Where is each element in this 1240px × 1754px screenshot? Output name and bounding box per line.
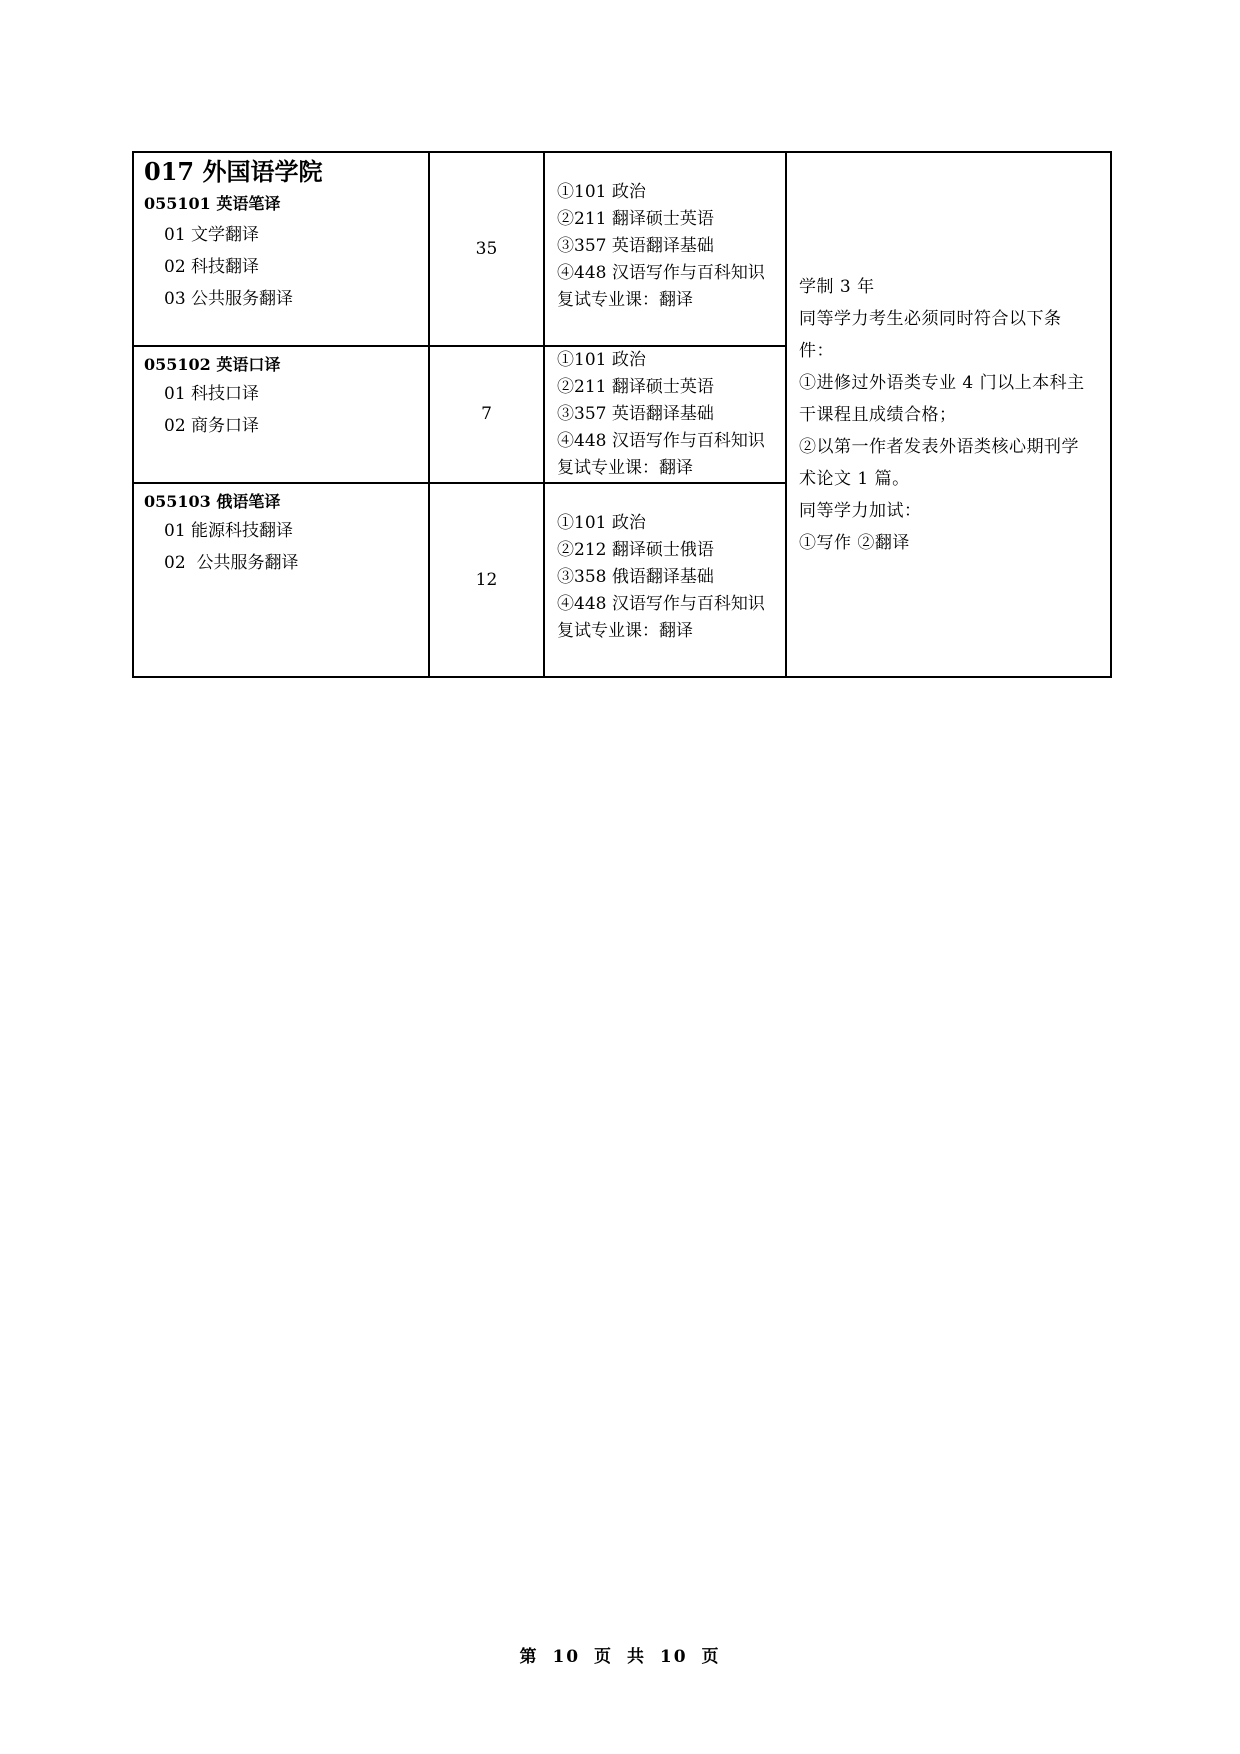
note-line: ①进修过外语类专业 4 门以上本科主: [799, 372, 1085, 393]
note-line: 同等学力加试：: [799, 500, 922, 521]
exam-item: ①101 政治: [557, 513, 646, 533]
admissions-table: [132, 151, 1112, 678]
exam-cell: [544, 346, 786, 483]
exam-item: ③357 英语翻译基础: [557, 404, 714, 424]
exam-item: ①101 政治: [557, 182, 646, 202]
quota-cell: 7: [429, 346, 544, 483]
direction-item: 01 文学翻译: [164, 225, 260, 245]
exam-item: ④448 汉语写作与百科知识: [557, 431, 765, 451]
direction-item: 03 公共服务翻译: [164, 289, 294, 309]
exam-item: ④448 汉语写作与百科知识: [557, 263, 765, 283]
note-line: 学制 3 年: [799, 276, 875, 297]
exam-item: ③357 英语翻译基础: [557, 236, 714, 256]
direction-item: 01 能源科技翻译: [164, 521, 294, 541]
note-line: 同等学力考生必须同时符合以下条: [799, 308, 1062, 329]
exam-cell: [544, 483, 786, 677]
notes-cell: [786, 152, 1111, 677]
retest-subject: 复试专业课：翻译: [557, 458, 693, 478]
note-line: ②以第一作者发表外语类核心期刊学: [799, 436, 1079, 457]
page-number-footer: 第 10 页 共 10 页: [519, 1647, 721, 1667]
major-title: 055103 俄语笔译: [144, 492, 281, 511]
major-cell: [133, 346, 429, 483]
exam-item: ②211 翻译硕士英语: [557, 209, 714, 229]
direction-item: 01 科技口译: [164, 384, 260, 404]
direction-item: 02 公共服务翻译: [164, 553, 299, 573]
quota-cell: 12: [429, 483, 544, 677]
retest-subject: 复试专业课：翻译: [557, 290, 693, 310]
note-line: ①写作 ②翻译: [799, 532, 910, 553]
note-line: 术论文 1 篇。: [799, 468, 910, 489]
note-line: 件：: [799, 340, 834, 361]
direction-item: 02 科技翻译: [164, 257, 260, 277]
exam-item: ②212 翻译硕士俄语: [557, 540, 714, 560]
retest-subject: 复试专业课：翻译: [557, 621, 693, 641]
major-title: 055101 英语笔译: [144, 194, 281, 213]
major-cell: [133, 152, 429, 346]
major-title: 055102 英语口译: [144, 355, 281, 374]
exam-item: ②211 翻译硕士英语: [557, 377, 714, 397]
major-cell: [133, 483, 429, 677]
exam-item: ①101 政治: [557, 350, 646, 370]
quota-cell: 35: [429, 152, 544, 346]
exam-cell: [544, 152, 786, 346]
table-row: [133, 152, 1111, 346]
exam-item: ④448 汉语写作与百科知识: [557, 594, 765, 614]
note-line: 干课程且成绩合格；: [799, 404, 957, 425]
direction-item: 02 商务口译: [164, 416, 260, 436]
college-title: 017 外国语学院: [144, 157, 323, 186]
exam-item: ③358 俄语翻译基础: [557, 567, 714, 587]
